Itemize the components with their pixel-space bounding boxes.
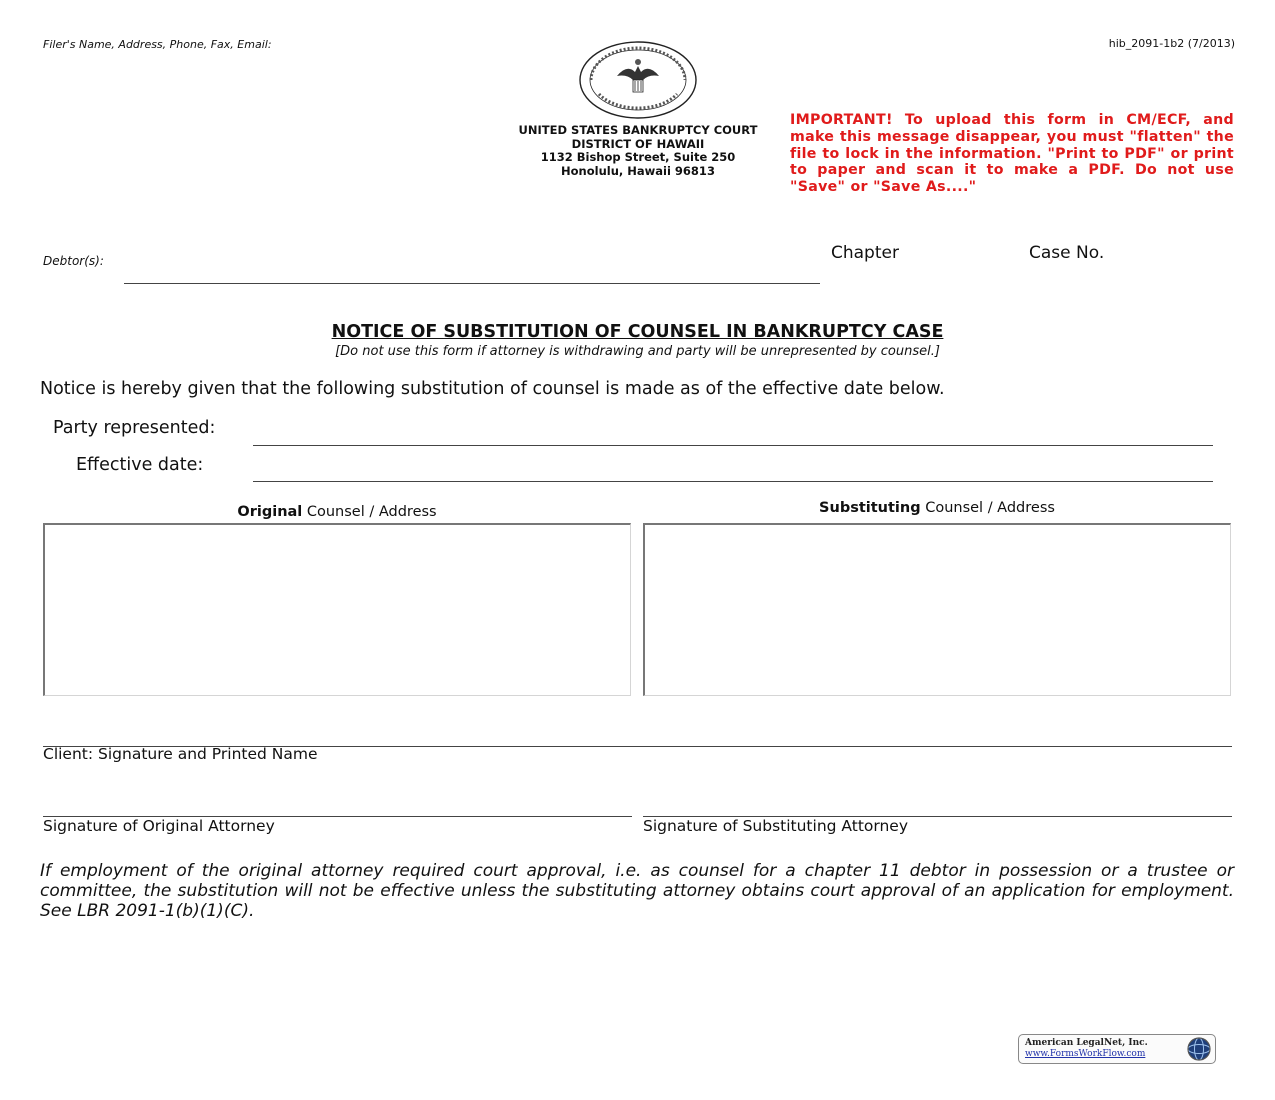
original-counsel-label-rest: Counsel / Address — [302, 504, 437, 520]
substituting-counsel-label-bold: Substituting — [819, 500, 921, 516]
effective-date-label: Effective date: — [76, 455, 204, 475]
client-signature-label: Client: Signature and Printed Name — [43, 745, 318, 763]
notice-text: Notice is hereby given that the following substitution of counsel is made as of the effective date below. — [40, 379, 945, 399]
publisher-name: American LegalNet, Inc. — [1025, 1038, 1148, 1048]
substituting-counsel-label-rest: Counsel / Address — [920, 500, 1055, 516]
original-counsel-label-bold: Original — [237, 504, 303, 520]
form-number: hib_2091-1b2 (7/2013) — [1108, 37, 1235, 50]
court-city: Honolulu, Hawaii 96813 — [561, 163, 715, 178]
court-address — [497, 124, 779, 178]
filer-info-label: Filer's Name, Address, Phone, Fax, Email: — [43, 38, 272, 51]
court-district: DISTRICT OF HAWAII — [571, 136, 705, 151]
debtor-label: Debtor(s): — [43, 254, 104, 268]
publisher-link[interactable]: www.FormsWorkFlow.com — [1025, 1049, 1146, 1059]
original-counsel-address-field[interactable] — [43, 523, 631, 696]
original-attorney-signature-label: Signature of Original Attorney — [43, 817, 275, 835]
substituting-attorney-signature-label: Signature of Substituting Attorney — [643, 817, 909, 835]
debtor-field[interactable] — [124, 283, 820, 284]
party-represented-label: Party represented: — [53, 418, 216, 438]
form-title: NOTICE OF SUBSTITUTION OF COUNSEL IN BANKRUPTCY CASE — [331, 322, 944, 342]
original-counsel-label — [43, 504, 631, 520]
court-name: UNITED STATES BANKRUPTCY COURT — [518, 123, 758, 137]
chapter-label: Chapter — [831, 243, 899, 263]
publisher-badge[interactable] — [1018, 1034, 1216, 1064]
court-seal-icon — [577, 40, 699, 120]
substituting-counsel-label — [643, 500, 1231, 516]
case-number-label: Case No. — [1029, 243, 1105, 263]
footnote: If employment of the original attorney required court approval, i.e. as counsel for a chapter 11 debtor in possession or a trustee or committee, the substitution will not be effective unless the substituting attorney obtains court approval of an application for employment. See LBR 2091-1(b)(1)(C). — [40, 861, 1234, 921]
substituting-counsel-address-field[interactable] — [643, 523, 1231, 696]
party-represented-field[interactable] — [253, 445, 1213, 446]
form-subtitle: [Do not use this form if attorney is withdrawing and party will be unrepresented by counsel.] — [335, 344, 940, 359]
globe-icon — [1186, 1036, 1212, 1062]
court-street: 1132 Bishop Street, Suite 250 — [540, 150, 736, 164]
important-upload-notice: IMPORTANT! To upload this form in CM/ECF, and make this message disappear, you must "flatten" the file to lock in the information. "Print to PDF" or print to paper and scan it to make a PDF. Do not use "Save" or "Save As...." — [790, 112, 1234, 196]
effective-date-field[interactable] — [253, 481, 1213, 482]
